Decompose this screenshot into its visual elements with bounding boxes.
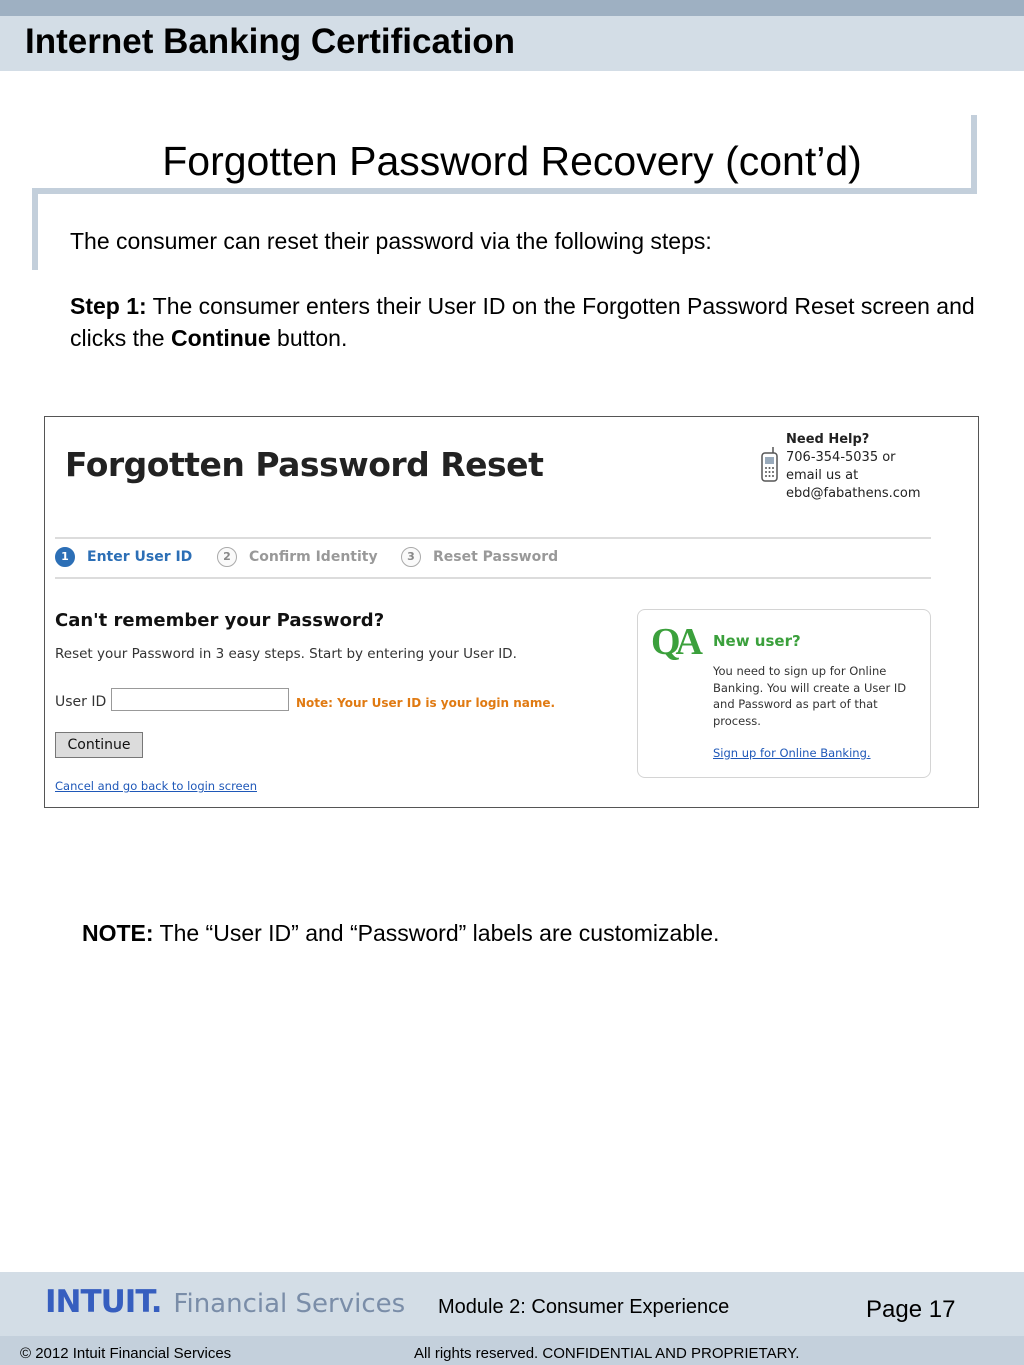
need-help-box [786,431,921,503]
step1-text [70,290,990,354]
step1-label: Step 1: [70,293,147,319]
note-body: The “User ID” and “Password” labels are customizable. [153,920,720,946]
qa-logo-icon: QA [651,621,698,663]
module-label: Module 2: Consumer Experience [438,1296,730,1318]
divider-top [55,537,931,539]
step1-text-before: The consumer enters their User ID on the Forgotten Password Reset screen and clicks the [70,293,975,351]
cancel-link[interactable]: Cancel and go back to login screen [55,779,257,793]
slide-title: Forgotten Password Recovery (cont’d) [162,138,862,184]
note-text [82,920,719,947]
need-help-title: Need Help? [786,432,870,447]
user-id-note: Note: Your User ID is your login name. [296,696,556,710]
step-label: Confirm Identity [249,549,378,565]
page-number: Page 17 [866,1296,956,1323]
logo-sub: Financial Services [173,1289,406,1319]
intro-text: The consumer can reset their password via the following steps: [70,228,712,254]
phone-icon [761,447,778,482]
top-strip [0,0,1024,16]
step-reset-password [401,547,558,567]
reset-screenshot [44,416,979,808]
new-user-text: You need to sign up for Online Banking. You will create a User ID and Password as part of that process. [713,664,907,728]
logo-brand: INTUIT. [45,1284,162,1320]
step-confirm-identity [217,547,378,567]
reset-instructions: Reset your Password in 3 easy steps. Start by entering your User ID. [55,646,517,662]
title-frame-bottom [32,188,977,194]
new-user-panel [637,609,931,778]
reset-page-title: Forgotten Password Reset [65,445,544,484]
help-email-prefix: email us at [786,468,859,483]
step1-text-after: button. [270,325,348,351]
step-enter-user-id [55,547,192,567]
step-number: 2 [217,547,237,567]
title-frame-left [32,194,38,270]
continue-button[interactable]: Continue [55,732,143,758]
copyright: © 2012 Intuit Financial Services [20,1345,232,1362]
help-email[interactable]: ebd@fabathens.com [786,486,921,501]
step-number: 3 [401,547,421,567]
note-label: NOTE: [82,920,154,946]
header-title: Internet Banking Certification [25,22,516,61]
step-label: Enter User ID [87,549,193,565]
user-id-input[interactable] [111,688,289,711]
step1-button-word: Continue [170,325,271,351]
step-label: Reset Password [433,549,559,565]
cant-remember-heading: Can't remember your Password? [55,610,385,631]
divider-bottom [55,577,931,579]
new-user-title: New user? [713,632,801,650]
intuit-logo [45,1284,405,1320]
help-phone-number: 706-354-5035 or [786,450,896,465]
sign-up-link[interactable]: Sign up for Online Banking. [713,746,871,760]
step-number: 1 [55,547,75,567]
user-id-label: User ID [55,694,107,710]
rights-notice: All rights reserved. CONFIDENTIAL AND PROPRIETARY. [414,1345,800,1362]
